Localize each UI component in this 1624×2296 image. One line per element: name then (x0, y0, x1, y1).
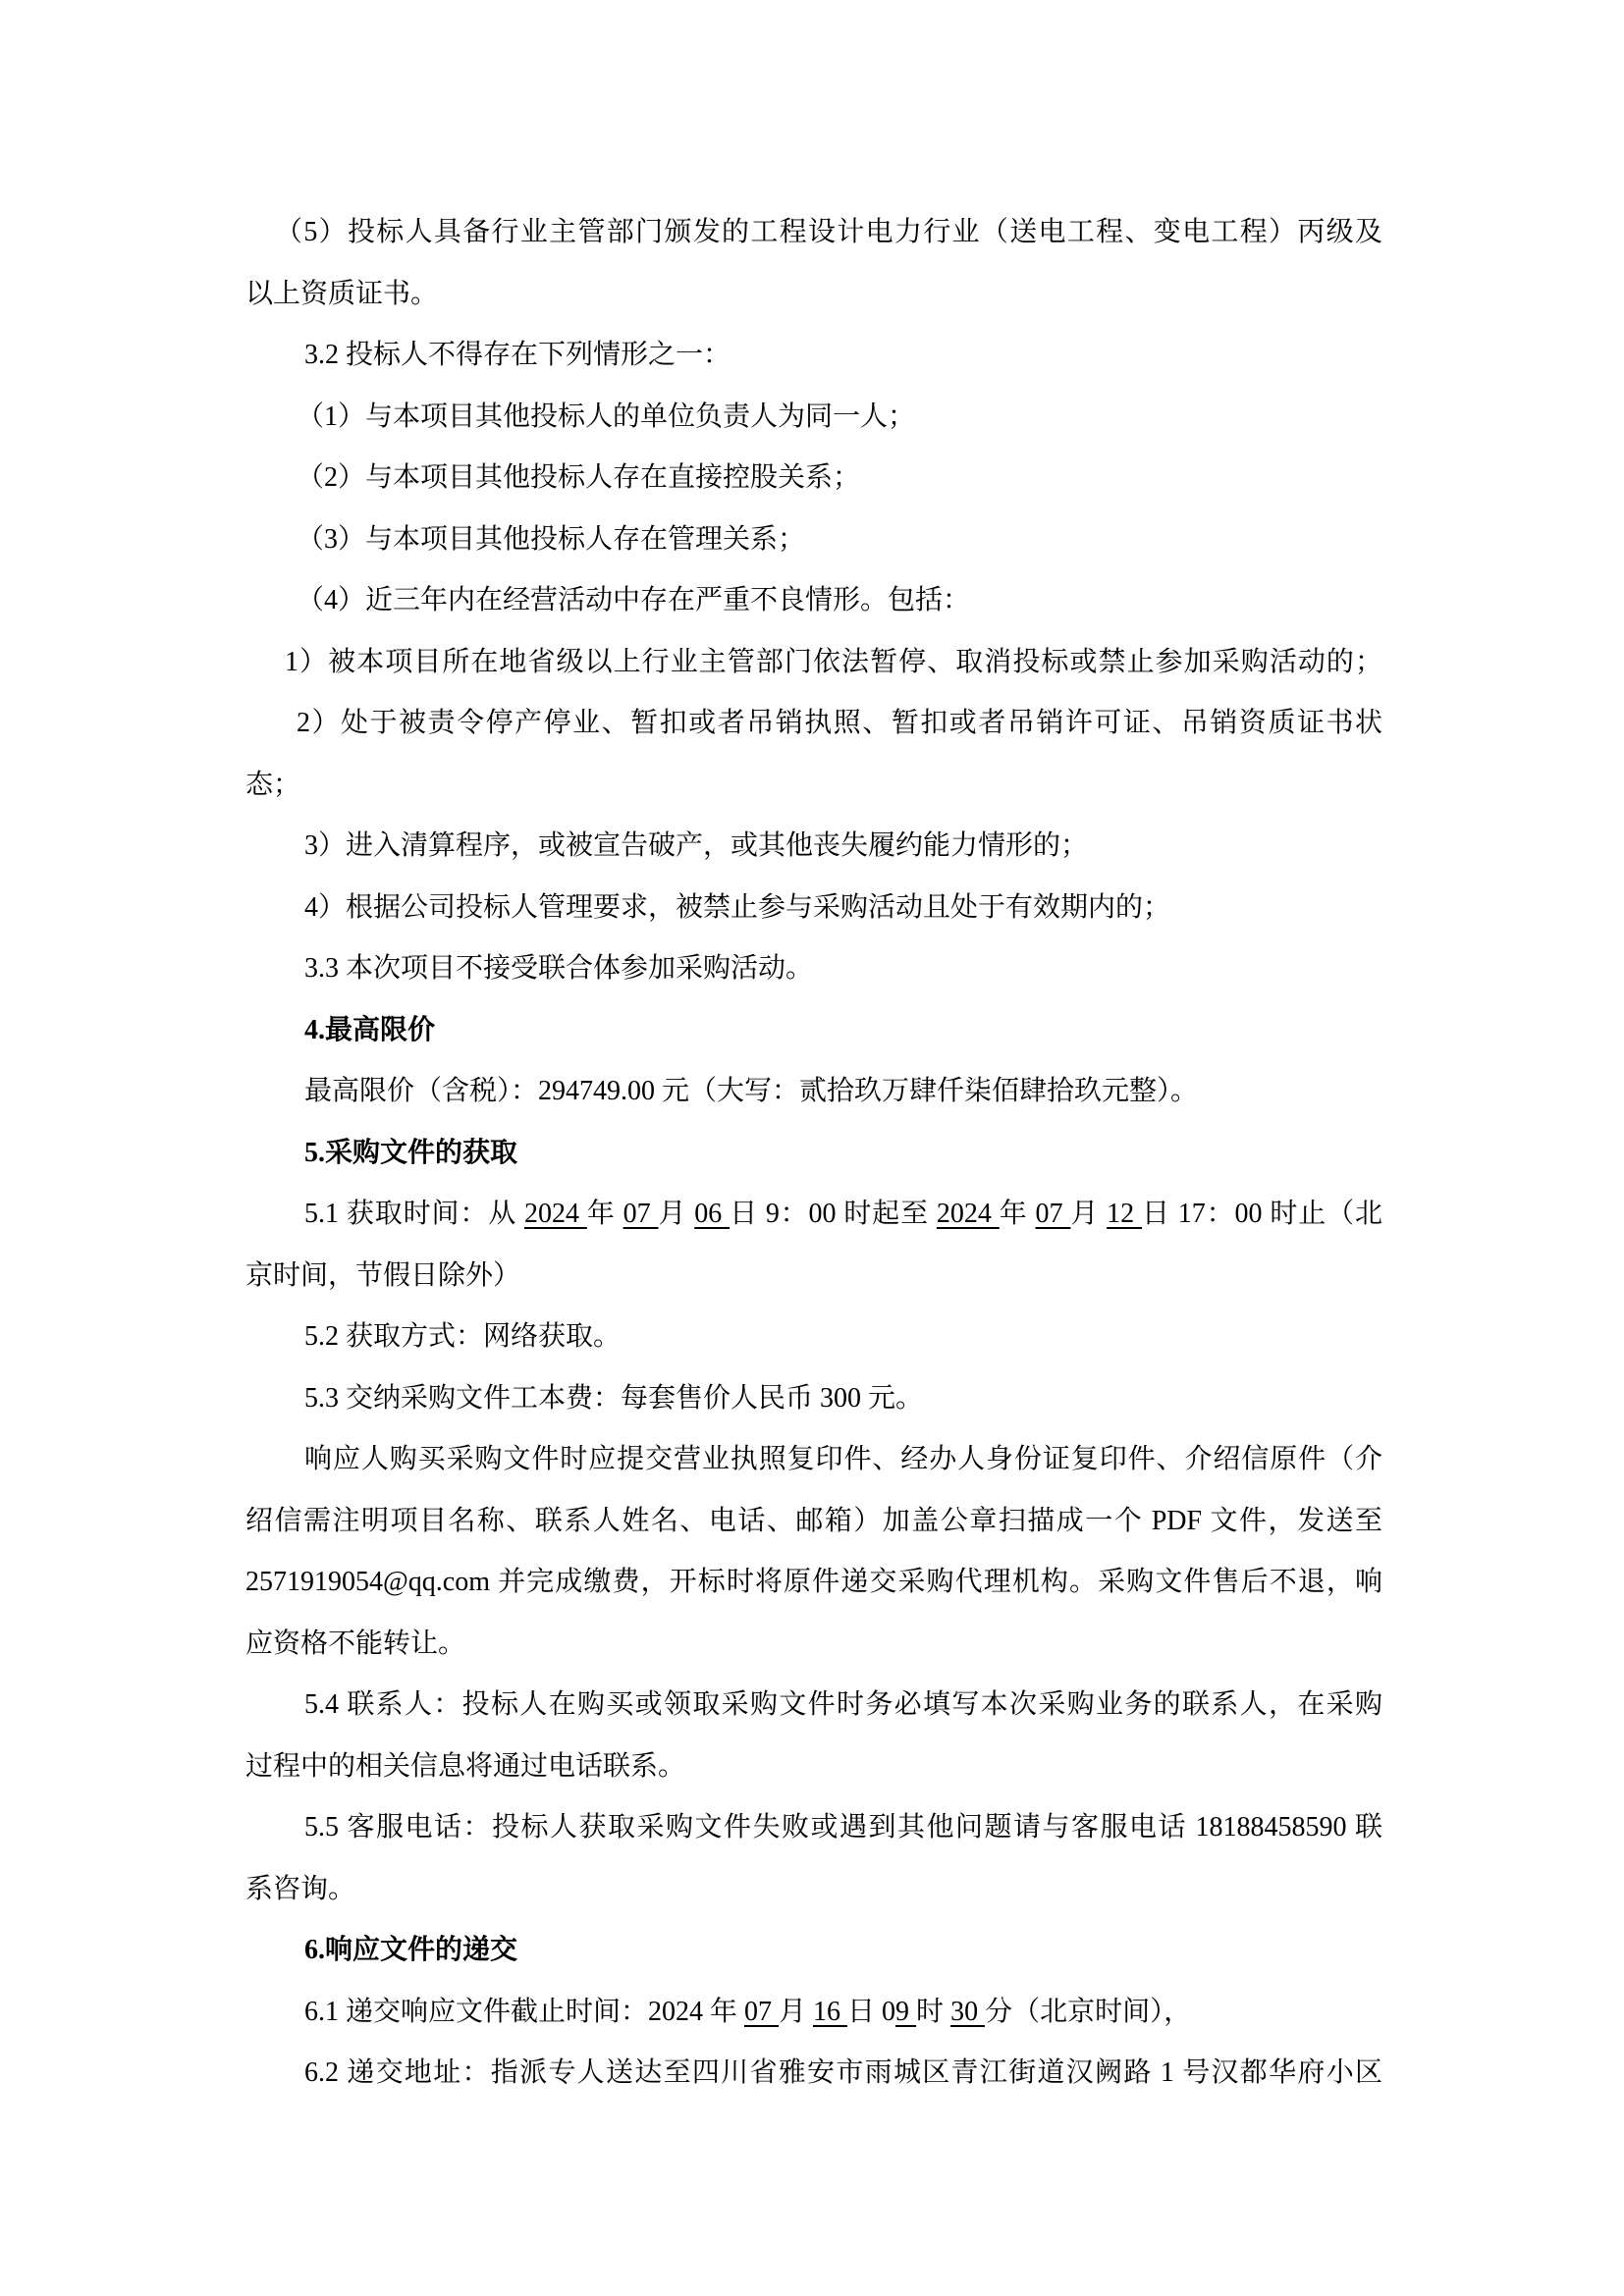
text-line: 以上资质证书。 (245, 278, 439, 309)
text-line: （4）近三年内在经营活动中存在严重不良情形。包括： (297, 585, 971, 615)
text-line: 系咨询。 (245, 1873, 356, 1904)
section-heading: 4.最高限价 (304, 1014, 436, 1045)
text-line: （2）与本项目其他投标人存在直接控股关系； (297, 462, 861, 493)
underlined-date-field: 07 (1035, 1199, 1071, 1229)
text-line: 2571919054@qq.com 并完成缴费，开标时将原件递交采购代理机构。采购文件售后不退，响 (245, 1567, 1382, 1597)
text-line: 应资格不能转让。 (245, 1628, 466, 1659)
underlined-date-field: 07 (623, 1199, 659, 1229)
underlined-date-field: 06 (694, 1199, 731, 1229)
text-line: （5）投标人具备行业主管部门颁发的工程设计电力行业（送电工程、变电工程）丙级及 (275, 217, 1382, 247)
section-heading: 6.响应文件的递交 (304, 1935, 518, 1965)
underlined-date-field: 16 (813, 1996, 848, 2027)
text-line: （1）与本项目其他投标人的单位负责人为同一人； (297, 400, 916, 432)
text-line: 3.3 本次项目不接受联合体参加采购活动。 (304, 953, 814, 984)
text-line: 4）根据公司投标人管理要求，被禁止参与采购活动且处于有效期内的； (304, 891, 1171, 923)
text-line: 6.2 递交地址：指派专人送达至四川省雅安市雨城区青江街道汉阙路 1 号汉都华府小区 (304, 2057, 1382, 2088)
text-line: 过程中的相关信息将通过电话联系。 (245, 1750, 686, 1782)
text-line: 京时间，节假日除外） (245, 1259, 521, 1291)
underlined-date-field: 30 (950, 1996, 986, 2027)
text-line: 3.2 投标人不得存在下列情形之一： (304, 340, 731, 370)
underlined-date-field: 2024 (936, 1199, 1000, 1229)
underlined-date-field: 9 (895, 1996, 917, 2027)
text-line: 最高限价（含税）：294749.00 元（大写：贰拾玖万肆仟柒佰肆拾玖元整）。 (304, 1076, 1199, 1106)
text-line: 5.4 联系人：投标人在购买或领取采购文件时务必填写本次采购业务的联系人，在采购 (304, 1689, 1382, 1720)
document-content (245, 202, 1382, 2105)
text-line: 5.2 获取方式：网络获取。 (304, 1321, 622, 1352)
text-line: 5.1 获取时间：从 2024 年 07 月 06 日 9：00 时起至 2024 年 07 月 12 日 17：00 时止（北 (304, 1199, 1382, 1229)
text-line: 6.1 递交响应文件截止时间：2024 年 07 月 16 日 09 时 30 分（北京时间）， (304, 1996, 1192, 2027)
underlined-date-field: 12 (1107, 1199, 1143, 1229)
underlined-date-field: 2024 (523, 1199, 587, 1229)
text-line: 响应人购买采购文件时应提交营业执照复印件、经办人身份证复印件、介绍信原件（介 (304, 1444, 1382, 1474)
text-line: 绍信需注明项目名称、联系人姓名、电话、邮箱）加盖公章扫描成一个 PDF 文件，发送至 (245, 1505, 1382, 1536)
text-line: 1）被本项目所在地省级以上行业主管部门依法暂停、取消投标或禁止参加采购活动的； (285, 646, 1382, 677)
section-heading: 5.采购文件的获取 (304, 1137, 518, 1168)
underlined-date-field: 07 (744, 1996, 780, 2027)
text-line: 3）进入清算程序，或被宣告破产，或其他丧失履约能力情形的； (304, 830, 1089, 861)
text-line: 态； (245, 769, 301, 800)
text-line: 5.5 客服电话：投标人获取采购文件失败或遇到其他问题请与客服电话 18188458590 联 (304, 1812, 1382, 1842)
text-line: 2）处于被责令停产停业、暂扣或者吊销执照、暂扣或者吊销许可证、吊销资质证书状 (297, 708, 1382, 738)
text-line: （3）与本项目其他投标人存在管理关系； (297, 523, 806, 555)
text-line: 5.3 交纳采购文件工本费：每套售价人民币 300 元。 (304, 1382, 924, 1414)
